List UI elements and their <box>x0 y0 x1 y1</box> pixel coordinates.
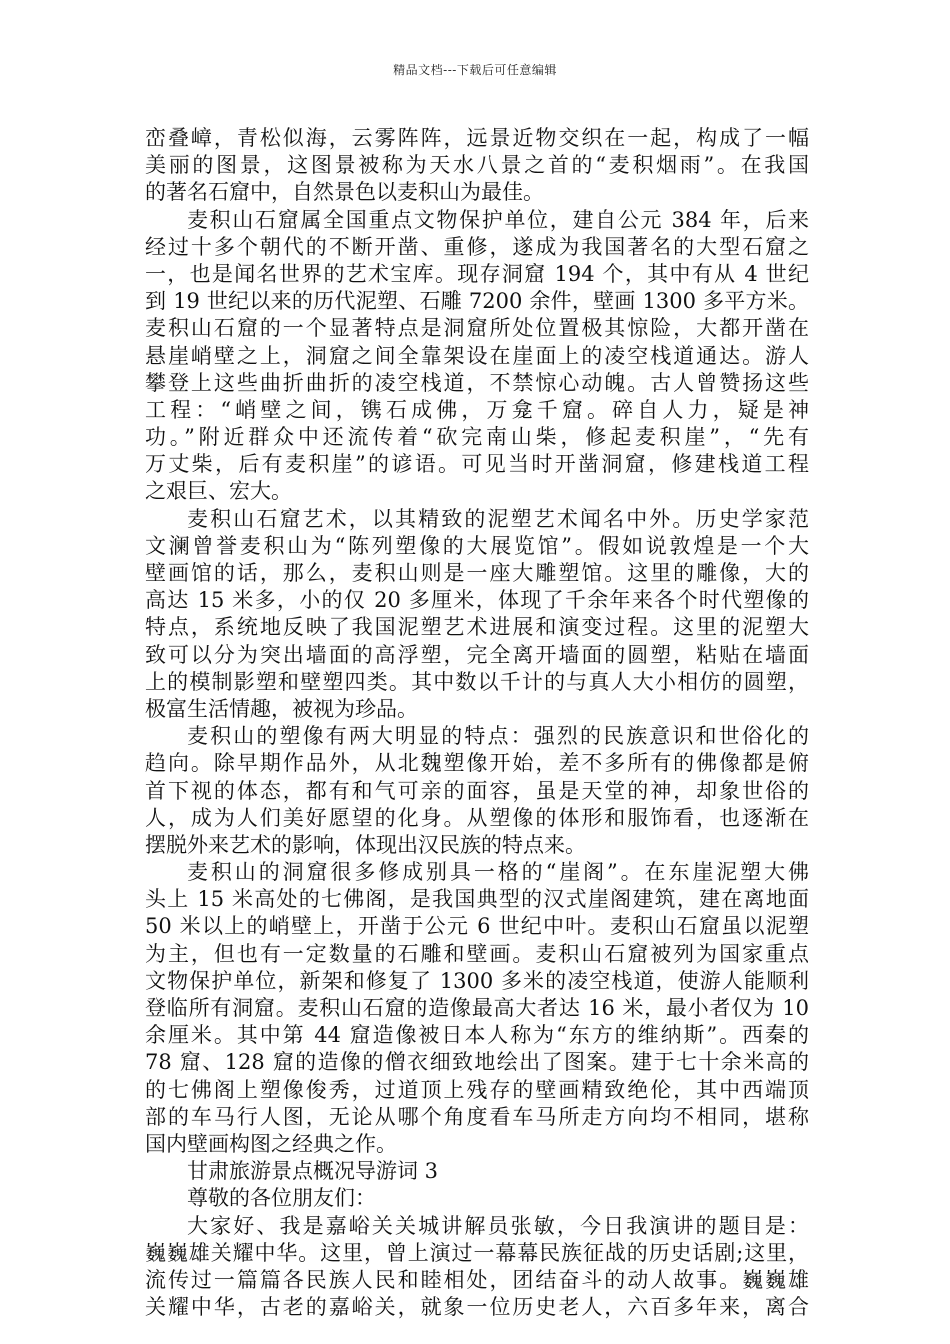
text-line: 工程：“峭壁之间，镌石成佛，万龛千窟。碎自人力，疑是神 <box>145 397 809 422</box>
text-line: 峦叠嶂，青松似海，云雾阵阵，远景近物交织在一起，构成了一幅 <box>145 126 809 150</box>
text-line: 麦积山石窟的一个显著特点是洞窟所处位置极其惊险，大都开凿在 <box>145 316 809 341</box>
text-line: 万丈柴，后有麦积崖”的谚语。可见当时开凿洞窟，修建栈道工程 <box>145 452 809 477</box>
text-line: 的七佛阁上塑像俊秀，过道顶上残存的壁画精致绝伦，其中西端顶 <box>145 1077 809 1102</box>
text-line: 麦积山石窟艺术，以其精致的泥塑艺术闻名中外。历史学家范 <box>187 506 809 531</box>
text-line: 经过十多个朝代的不断开凿、重修，遂成为我国著名的大型石窟之 <box>145 234 809 259</box>
text-line: 高达 15 米多，小的仅 20 多厘米，体现了千余年来各个时代塑像的 <box>145 588 809 613</box>
text-line: 关耀中华，古老的嘉峪关，就象一位历史老人，六百多年来，离合 <box>145 1295 809 1320</box>
text-line: 致可以分为突出墙面的高浮塑，完全离开墙面的圆塑，粘贴在墙面 <box>145 642 809 667</box>
text-line: 部的车马行人图，无论从哪个角度看车马所走方向均不相同，堪称 <box>145 1104 809 1129</box>
text-line: 国内壁画构图之经典之作。 <box>145 1131 397 1156</box>
text-line: 上的模制影塑和壁塑四类。其中数以千计的与真人大小相仿的圆塑， <box>145 669 809 694</box>
text-line: 甘肃旅游景点概况导游词 3 <box>187 1159 439 1184</box>
text-line: 摆脱外来艺术的影响，体现出汉民族的特点来。 <box>145 832 586 857</box>
text-line: 一，也是闻名世界的艺术宝库。现存洞窟 194 个，其中有从 4 世纪 <box>145 261 809 286</box>
text-line: 尊敬的各位朋友们： <box>187 1186 376 1211</box>
text-line: 悬崖峭壁之上，洞窟之间全靠架设在崖面上的凌空栈道通达。游人 <box>145 343 809 368</box>
text-line: 文物保护单位，新架和修复了 1300 多米的凌空栈道，使游人能顺利 <box>145 968 809 993</box>
text-line: 壁画馆的话，那么，麦积山则是一座大雕塑馆。这里的雕像，大的 <box>145 561 809 585</box>
text-line: 文澜曾誉麦积山为“陈列塑像的大展览馆”。假如说敦煌是一个大 <box>145 533 809 558</box>
text-line: 美丽的图景，这图景被称为天水八景之首的“麦积烟雨”。在我国 <box>145 153 809 178</box>
text-line: 78 窟、128 窟的造像的僧衣细致地绘出了图案。建于七十余米高的 <box>145 1050 809 1075</box>
text-line: 头上 15 米高处的七佛阁，是我国典型的汉式崖阁建筑，建在离地面 <box>145 887 809 912</box>
text-line: 麦积山的洞窟很多修成别具一格的“崖阁”。在东崖泥塑大佛 <box>187 860 809 885</box>
text-line: 功。”附近群众中还流传着“砍完南山柴，修起麦积崖”，“先有 <box>145 425 809 450</box>
text-line: 流传过一篇篇各民族人民和睦相处，团结奋斗的动人故事。巍巍雄 <box>145 1267 809 1292</box>
text-line: 极富生活情趣，被视为珍品。 <box>145 696 418 721</box>
text-line: 人，成为人们美好愿望的化身。从塑像的体形和服饰看，也逐渐在 <box>145 805 809 830</box>
text-line: 50 米以上的峭壁上，开凿于公元 6 世纪中叶。麦积山石窟虽以泥塑 <box>145 914 809 939</box>
text-line: 之艰巨、宏大。 <box>145 479 292 504</box>
text-line: 首下视的体态，都有和气可亲的面容，虽是天堂的神，却象世俗的 <box>145 778 809 803</box>
text-line: 特点，系统地反映了我国泥塑艺术进展和演变过程。这里的泥塑大 <box>145 615 809 640</box>
text-line: 趋向。除早期作品外，从北魏塑像开始，差不多所有的佛像都是俯 <box>145 751 809 776</box>
text-line: 攀登上这些曲折曲折的凌空栈道，不禁惊心动魄。古人曾赞扬这些 <box>145 370 809 395</box>
text-line: 麦积山石窟属全国重点文物保护单位，建自公元 384 年，后来 <box>187 207 809 232</box>
body-text <box>145 125 809 1321</box>
text-line: 到 19 世纪以来的历代泥塑、石雕 7200 余件，壁画 1300 多平方米。 <box>145 289 809 314</box>
text-line: 巍巍雄关耀中华。这里，曾上演过一幕幕民族征战的历史话剧;这里， <box>145 1240 809 1265</box>
page-header: 精品文档---下载后可任意编辑 <box>393 63 557 77</box>
text-line: 为主，但也有一定数量的石雕和壁画。麦积山石窟被列为国家重点 <box>145 941 809 966</box>
text-line: 大家好、我是嘉峪关关城讲解员张敏，今日我演讲的题目是： <box>187 1213 809 1238</box>
text-line: 的著名石窟中，自然景色以麦积山为最佳。 <box>145 180 544 205</box>
text-line: 登临所有洞窟。麦积山石窟的造像最高大者达 16 米，最小者仅为 10 <box>145 996 809 1020</box>
text-line: 麦积山的塑像有两大明显的特点：强烈的民族意识和世俗化的 <box>187 724 809 749</box>
text-line: 余厘米。其中第 44 窟造像被日本人称为“东方的维纳斯”。西秦的 <box>145 1023 809 1048</box>
